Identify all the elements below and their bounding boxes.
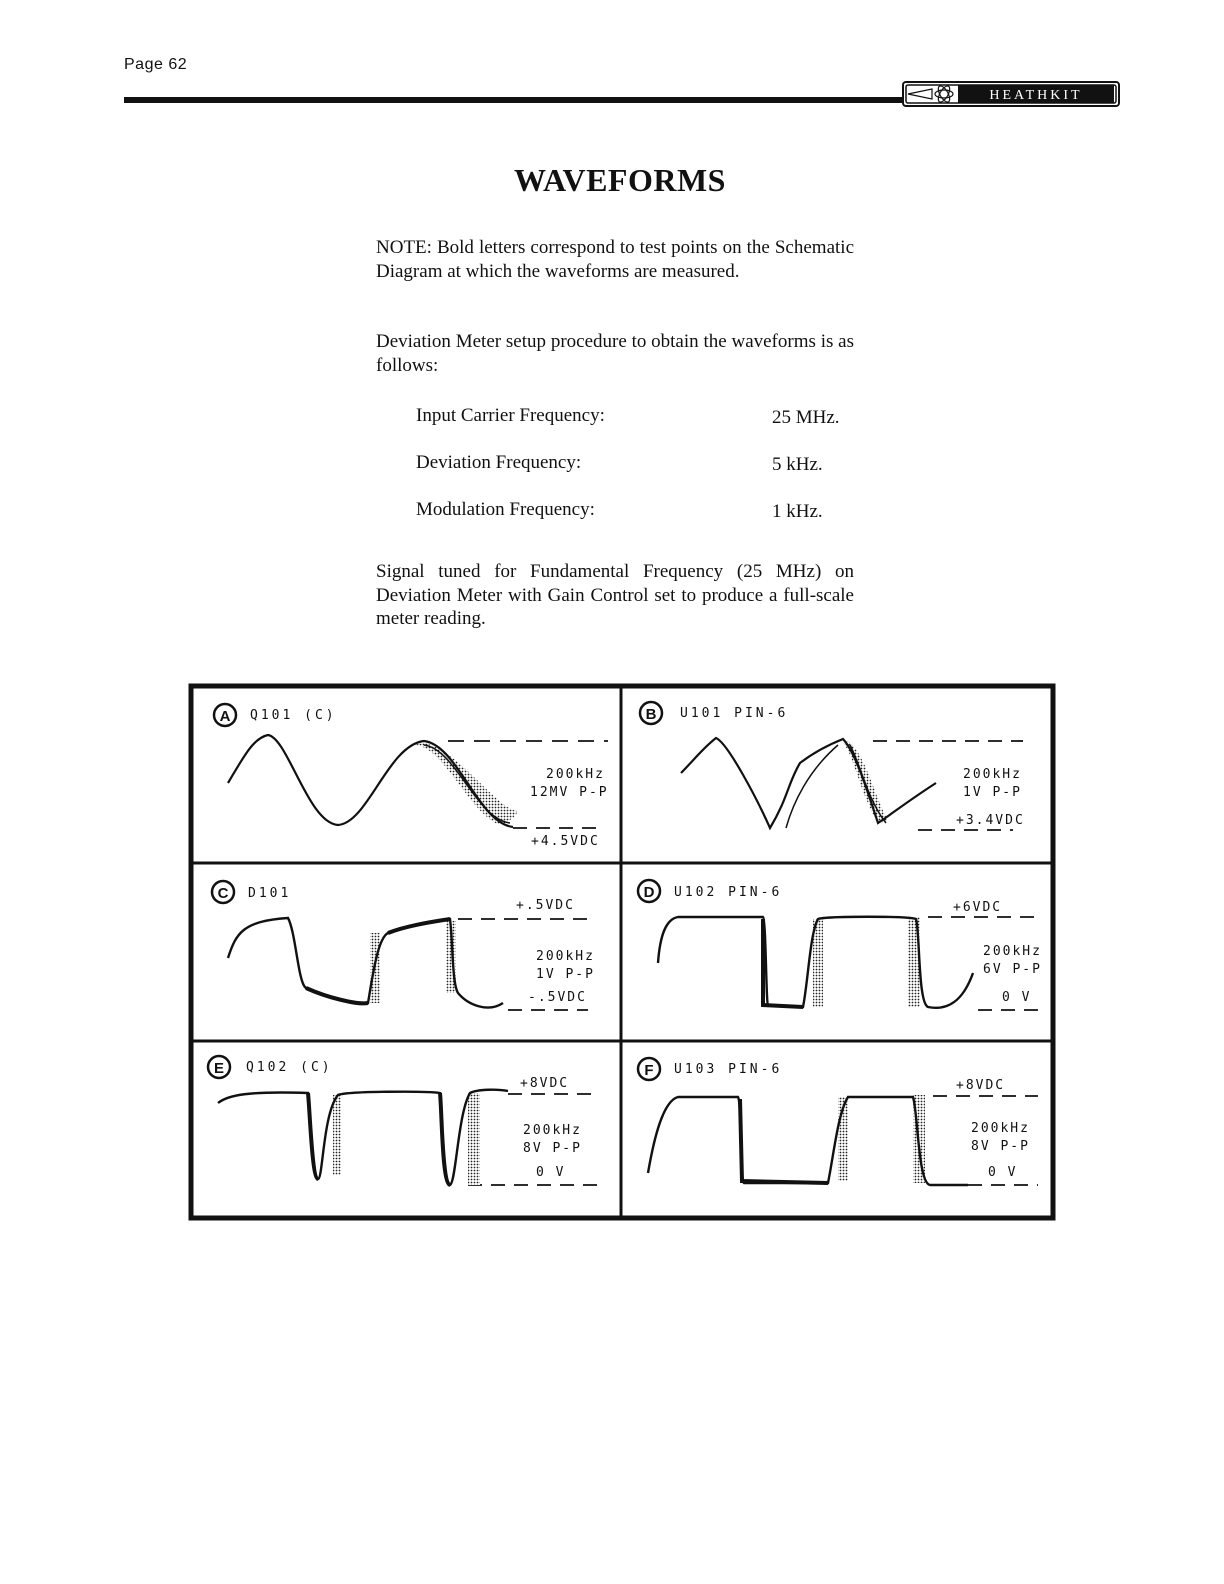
waveform-panel-e (208, 1056, 598, 1185)
svg-text:E: E (213, 1060, 225, 1077)
test-point-b-marker (640, 702, 662, 724)
header-rule (124, 97, 904, 103)
param-value-deviation: 5 kHz. (772, 454, 823, 475)
setup-paragraph: Deviation Meter setup procedure to obtain the waveforms is as follows: (376, 331, 854, 376)
panel-e-dc-high: +8VDC (520, 1076, 570, 1091)
panel-a-dc: +4.5VDC (531, 834, 600, 849)
page-title: WAVEFORMS (514, 162, 726, 198)
test-point-c-marker (212, 881, 234, 903)
panel-f-label: U103 PIN-6 (674, 1062, 783, 1077)
panel-c-label: D101 (248, 886, 292, 901)
param-value-carrier: 25 MHz. (772, 407, 840, 428)
panel-b-label: U101 PIN-6 (680, 706, 789, 721)
waveform-panel-a (214, 704, 609, 849)
waveform-b-trace (681, 738, 936, 828)
panel-f-freq: 200kHz (971, 1121, 1030, 1136)
panel-f-dc-high: +8VDC (956, 1078, 1006, 1093)
waveform-panel-d (638, 880, 1042, 1010)
panel-b-freq: 200kHz (963, 767, 1022, 782)
note-paragraph: NOTE: Bold letters correspond to test points on the Schematic Diagram at which the waveforms are measured. (376, 237, 854, 282)
param-label-carrier: Input Carrier Frequency: (416, 405, 605, 426)
page-number: Page 62 (124, 56, 188, 73)
panel-a-freq: 200kHz (546, 767, 605, 782)
signal-paragraph: Signal tuned for Fundamental Frequency (25 MHz) on Deviation Meter with Gain Control set to produce a full-scale meter reading. (376, 561, 854, 629)
panel-d-amplitude: 6V P-P (983, 962, 1042, 977)
test-point-d-marker (638, 880, 660, 902)
logo-text: HEATHKIT (989, 88, 1083, 103)
panel-e-amplitude: 8V P-P (523, 1141, 582, 1156)
waveform-panel-f (638, 1058, 1038, 1185)
panel-a-label: Q101 (C) (250, 708, 337, 723)
panel-f-amplitude: 8V P-P (971, 1139, 1030, 1154)
test-point-a-marker (214, 704, 236, 726)
test-point-f-marker (638, 1058, 660, 1080)
param-value-modulation: 1 kHz. (772, 501, 823, 522)
panel-f-zero: 0 V (988, 1165, 1018, 1180)
waveform-e-trace (218, 1090, 508, 1185)
svg-text:B: B (645, 706, 657, 723)
svg-text:F: F (644, 1062, 654, 1079)
panel-a-amplitude: 12MV P-P (530, 785, 609, 800)
panel-c-dc-low: -.5VDC (528, 990, 587, 1005)
panel-e-freq: 200kHz (523, 1123, 582, 1138)
waveform-c-trace (228, 918, 503, 1008)
heathkit-logo (902, 81, 1120, 107)
panel-d-zero: 0 V (1002, 990, 1032, 1005)
panel-d-label: U102 PIN-6 (674, 885, 783, 900)
panel-b-amplitude: 1V P-P (963, 785, 1022, 800)
waveform-grid (188, 683, 1056, 1221)
svg-text:A: A (219, 708, 231, 725)
panel-e-label: Q102 (C) (246, 1060, 333, 1075)
panel-d-dc-high: +6VDC (953, 900, 1003, 915)
waveform-panel-c (212, 881, 595, 1010)
panel-c-dc-high: +.5VDC (516, 898, 575, 913)
panel-b-dc: +3.4VDC (956, 813, 1025, 828)
panel-c-amplitude: 1V P-P (536, 967, 595, 982)
test-point-e-marker (208, 1056, 230, 1078)
svg-text:C: C (217, 885, 229, 902)
param-label-modulation: Modulation Frequency: (416, 499, 595, 520)
panel-c-freq: 200kHz (536, 949, 595, 964)
panel-d-freq: 200kHz (983, 944, 1042, 959)
waveform-panel-b (640, 702, 1025, 830)
panel-e-zero: 0 V (536, 1165, 566, 1180)
param-label-deviation: Deviation Frequency: (416, 452, 582, 473)
svg-text:D: D (643, 884, 655, 901)
